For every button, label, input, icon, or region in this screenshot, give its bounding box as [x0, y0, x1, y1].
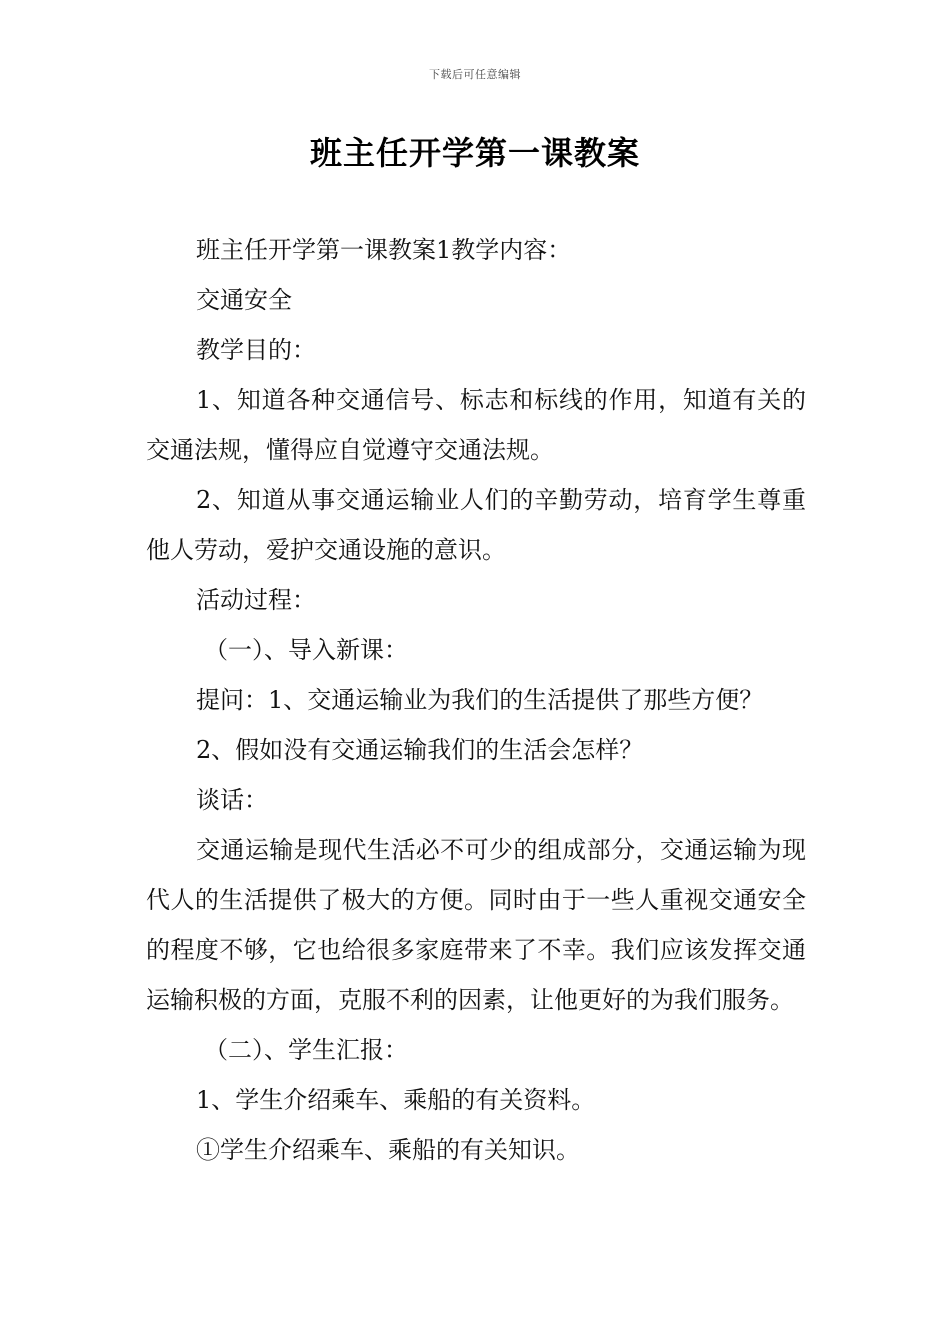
paragraph-question-1: 提问：1、交通运输业为我们的生活提供了那些方便？ — [196, 686, 764, 714]
paragraph-goal-2: 2、知道从事交通运输业人们的辛勤劳动，培育学生尊重他人劳动，爱护交通设施的意识。 — [146, 486, 806, 564]
paragraph-section-1: （一）、导入新课： — [204, 636, 408, 664]
document-body — [146, 225, 806, 1175]
paragraph-report-1: 1、学生介绍乘车、乘船的有关资料。 — [196, 1086, 596, 1114]
paragraph-report-1a: ①学生介绍乘车、乘船的有关知识。 — [196, 1136, 580, 1164]
document-title: 班主任开学第一课教案 — [309, 134, 640, 172]
paragraph-section-2: （二）、学生汇报： — [204, 1036, 408, 1064]
paragraph-goal-heading: 教学目的： — [196, 336, 316, 364]
paragraph-process-heading: 活动过程： — [196, 586, 316, 614]
header-note: 下载后可任意编辑 — [429, 68, 521, 81]
paragraph-topic: 交通安全 — [196, 286, 292, 314]
paragraph-goal-1: 1、知道各种交通信号、标志和标线的作用，知道有关的交通法规，懂得应自觉遵守交通法规。 — [146, 386, 806, 464]
paragraph-intro: 班主任开学第一课教案1教学内容： — [196, 236, 572, 264]
paragraph-talk-body: 交通运输是现代生活必不可少的组成部分，交通运输为现代人的生活提供了极大的方便。同时由于一些人重视交通安全的程度不够，它也给很多家庭带来了不幸。我们应该发挥交通运输积极的方面，克服不利的因素，让他更好的为我们服务。 — [146, 836, 806, 1014]
paragraph-talk-heading: 谈话： — [196, 786, 268, 814]
paragraph-question-2: 2、假如没有交通运输我们的生活会怎样？ — [196, 736, 644, 764]
